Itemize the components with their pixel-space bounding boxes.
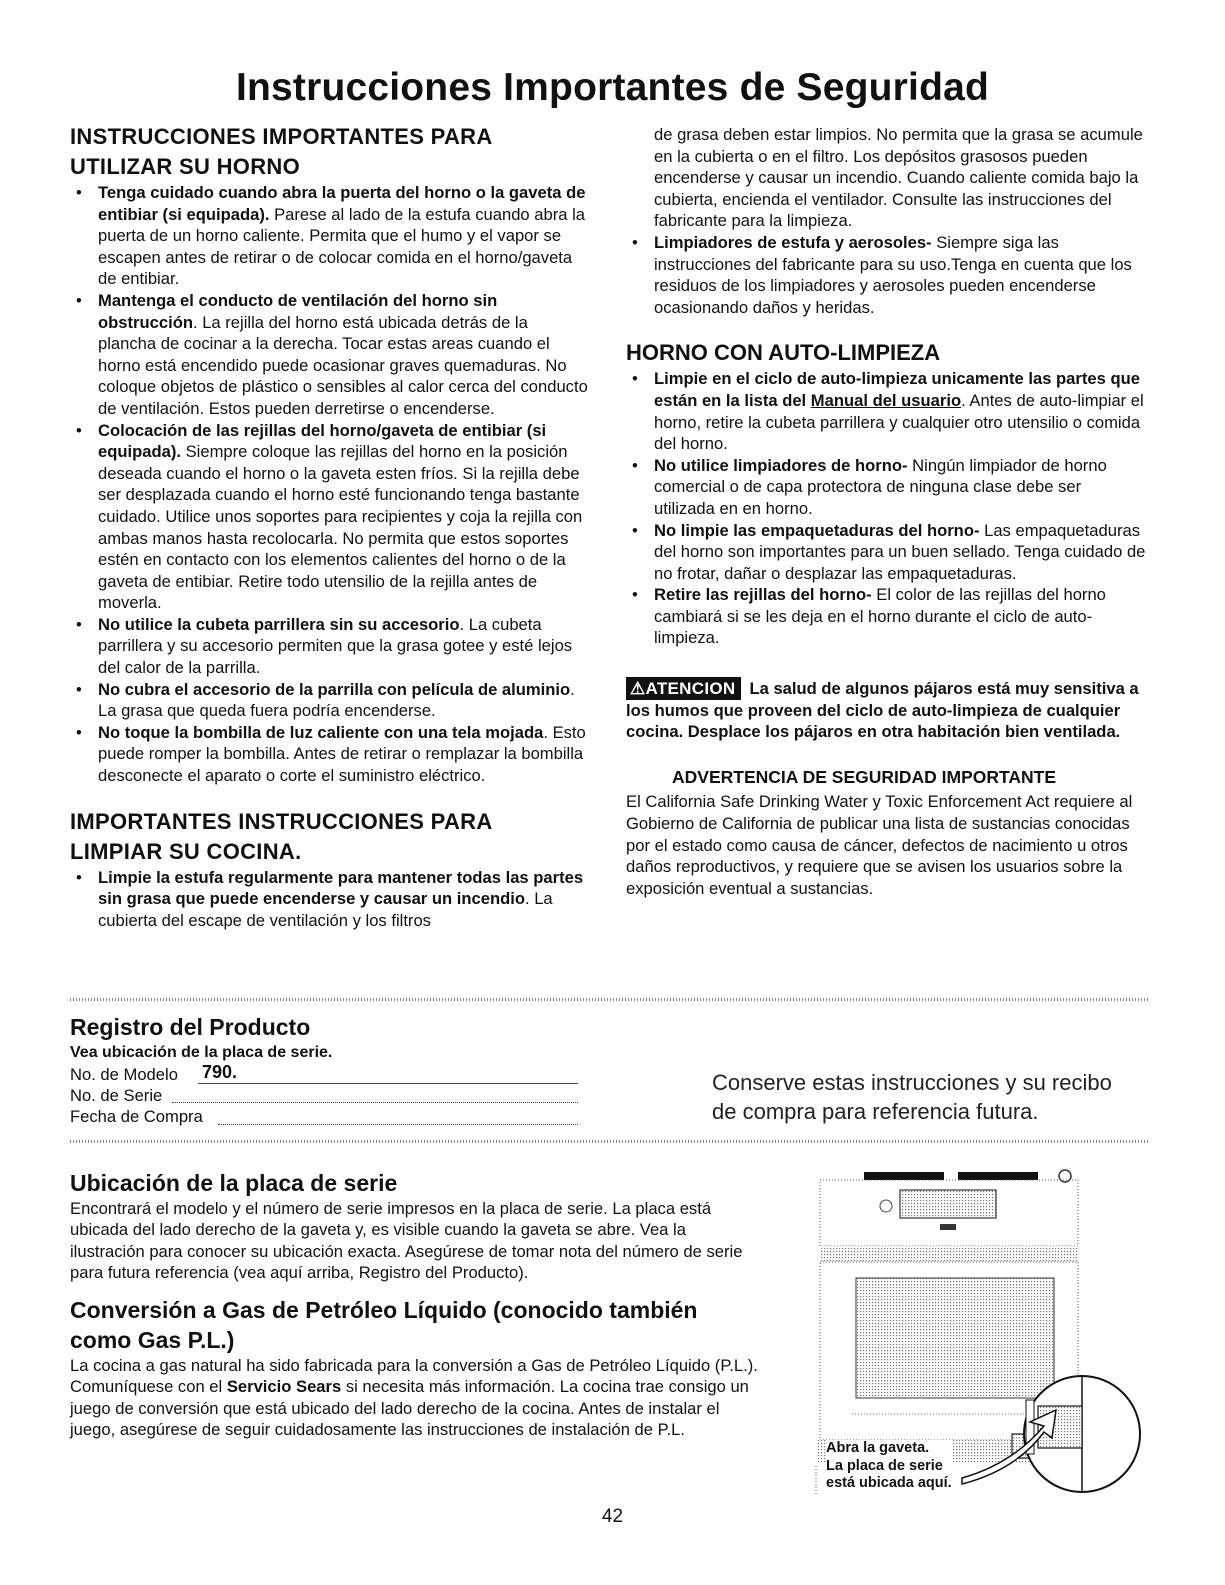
bullet-bold: Limpiadores de estufa y aerosoles- — [654, 232, 932, 252]
model-field-line[interactable] — [198, 1083, 578, 1084]
bullet-underline: Manual del usuario — [810, 390, 962, 410]
warning-heading: ADVERTENCIA DE SEGURIDAD IMPORTANTE — [672, 766, 1057, 787]
list-item — [70, 182, 590, 290]
registration-heading: Registro del Producto — [70, 1014, 311, 1040]
model-value: 790. — [202, 1062, 238, 1082]
list-item — [70, 614, 590, 679]
list-item — [70, 290, 590, 420]
page-number: 42 — [601, 1506, 624, 1527]
bullet-text: . La grasa que queda fuera podría encenderse. — [98, 679, 575, 721]
caption-line-3: está ubicada aquí. — [826, 1475, 952, 1491]
bullet-text: . Esto puede romper la bombilla. Antes de retirar o remplazar la bombilla desconecte el aparato o corte el suministro eléctrico. — [98, 722, 586, 786]
bullet-bold: No utilice limpiadores de horno- — [654, 455, 908, 475]
attention-badge — [626, 677, 741, 700]
bullet-bold: No utilice la cubeta parrillera sin su accesorio — [98, 614, 460, 634]
bullet-text: Siempre coloque las rejillas del horno en la posición deseada cuando el horno o la gaveta esten fríos. Si la rejilla debe ser desplazada cuando el horno esté funcionando tenga bastante cuidado. Utilice unos soportes para recipientes y coja la rejilla con ambas manos hasta recolocarla. No permita que estos soportes estén en contacto con los elementos calientes del horno o de la gaveta de entibiar. Retire todo utensilio de la rejilla antes de moverla. — [98, 442, 583, 613]
bullet-bold: No cubra el accesorio de la parrilla con película de aluminio — [98, 679, 571, 699]
bullet-bold: No toque la bombilla de luz caliente con una tela mojada — [98, 722, 544, 742]
conversion-text — [70, 1355, 760, 1440]
bullet-text: Las empaquetaduras del horno son importantes para un buen sellado. Tenga cuidado de no frotar, dañar o desplazar las empaquetaduras. — [654, 520, 1146, 583]
section-divider — [70, 1140, 1150, 1143]
model-label: No. de Modelo — [70, 1065, 178, 1084]
registration-sub: Vea ubicación de la placa de serie. — [70, 1044, 333, 1061]
range-illustration — [812, 1164, 1148, 1500]
caption-line-1: Abra la gaveta. — [826, 1440, 930, 1456]
bullet-text: . La cubeta parrillera y su accesorio permiten que la grasa gotee y esté lejos del calor de la parrilla. — [98, 614, 573, 678]
bullet-text: . La cubierta del escape de ventilación y los filtros — [98, 889, 553, 930]
page-title: Instrucciones Importantes de Seguridad — [235, 66, 990, 109]
list-item — [70, 420, 590, 614]
registration-fields — [70, 1064, 590, 1128]
bullet-bold: No limpie las empaquetaduras del horno- — [654, 520, 980, 540]
serial-plate-heading: Ubicación de la placa de serie — [70, 1170, 398, 1196]
date-field-line[interactable] — [218, 1124, 578, 1125]
warning-text: El California Safe Drinking Water y Toxic Enforcement Act requiere al Gobierno de California de publicar una lista de sustancias conocidas por el estado como causa de cáncer, defectos de nacimiento u otros daños reproductivos, y requiere que se avisen los usuarios sobre la exposición eventual a sustancias. — [626, 792, 1133, 898]
conversion-heading: Conversión a Gas de Petróleo Líquido (conocido también como Gas P.L.) — [70, 1297, 698, 1354]
caption-line-2: La placa de serie — [826, 1457, 943, 1474]
bullet-bold: Mantenga el conducto de ventilación del horno sin obstrucción — [98, 290, 498, 332]
self-clean-list — [626, 368, 1146, 649]
conversion-text-a: La cocina a gas natural ha sido fabricada para la conversión a Gas de Petróleo Líquido (P.L.). Comuníquese con el — [70, 1356, 758, 1397]
list-item — [626, 232, 1146, 318]
right-column — [626, 124, 1146, 899]
bullet-bold: Tenga cuidado cuando abra la puerta del horno o la gaveta de entibiar (si equipada). — [98, 183, 586, 224]
attention-label: ATENCION — [645, 679, 736, 699]
left-bullet-list — [70, 182, 590, 787]
clean-bullet-list — [70, 867, 590, 932]
bullet-text: . La rejilla del horno está ubicada detrás de la plancha de cocinar a la derecha. Tocar estas areas cuando el horno está encendido puede ocasionar graves quemaduras. No coloque objetos de plástico o sensibles al calor cerca del conducto de ventilación. Estos pueden derretirse o encenderse. — [98, 312, 588, 418]
serial-field-line[interactable] — [172, 1102, 578, 1103]
list-item — [70, 679, 590, 722]
list-item — [70, 867, 590, 932]
serial-plate-text: Encontrará el modelo y el número de serie impresos en la placa de serie. La placa está ubicada del lado derecho de la gaveta y, es visible cuando la gaveta se abre. Vea la ilustración para conocer su ubicación exacta. Asegúrese de tomar nota del número de serie para futura referencia (vea aquí arriba, Registro del Producto). — [70, 1199, 743, 1282]
heading-self-clean: HORNO CON AUTO-LIMPIEZA — [626, 340, 941, 366]
bullet-bold: Colocación de las rejillas del horno/gaveta de entibiar (si equipada). — [98, 420, 547, 462]
list-item — [626, 455, 1146, 520]
warning-triangle-icon: ⚠ — [630, 679, 646, 699]
cleaners-list — [626, 232, 1146, 318]
date-label: Fecha de Compra — [70, 1107, 203, 1126]
conversion-text-b: si necesita más información. La cocina trae consigo un juego de conversión que está ubicado del lado derecho de la cocina. Antes de instalar el juego, asegúrese de seguir cuidadosamente las instrucciones de instalación de P.L. — [70, 1377, 749, 1440]
heading-clean-stove: IMPORTANTES INSTRUCCIONES PARA LIMPIAR SU COCINA. — [70, 808, 492, 864]
attention-text: La salud de algunos pájaros está muy sensitiva a los humos que proveen del ciclo de auto-limpieza de cualquier cocina. Desplace los pájaros en otra habitación bien ventilada. — [626, 679, 1139, 742]
product-registration — [70, 1012, 590, 1128]
bullet-text: Siempre siga las instrucciones del fabricante para su uso.Tenga en cuenta que los residuos de los limpiadores y aerosoles pueden encenderse ocasionando daños y heridas. — [654, 232, 1132, 317]
heading-use-oven: INSTRUCCIONES IMPORTANTES PARA UTILIZAR SU HORNO — [70, 124, 492, 179]
bullet-bold: Limpie la estufa regularmente para mantener todas las partes sin grasa que puede encenderse y causar un incendio — [98, 867, 584, 909]
attention-block — [626, 677, 1146, 743]
bullet-text: Ningún limpiador de horno comercial o de capa protectora de ninguna clase debe ser utilizada en en horno. — [654, 455, 1107, 518]
serial-label: No. de Serie — [70, 1086, 163, 1105]
bullet-bold: Limpie en el ciclo de auto-limpieza unicamente las partes que están en la lista del — [654, 369, 1140, 410]
serial-plate-section — [70, 1168, 760, 1440]
illustration-caption — [826, 1440, 952, 1493]
bullet-text: Parese al lado de la estufa cuando abra la puerta de un horno caliente. Permita que el humo y el vapor se escapen antes de retirar o de colocar comida en el horno/gaveta de entibiar. — [98, 204, 585, 289]
list-item — [70, 722, 590, 787]
sears-service: Servicio Sears — [226, 1377, 342, 1397]
continued-text: de grasa deben estar limpios. No permita que la grasa se acumule en la cubierta o en el filtro. Los depósitos grasosos pueden encenderse y causar un incendio. Cuando caliente comida bajo la cubierta, encienda el ventilador. Consulte las instrucciones del fabricante para la limpieza. — [654, 125, 1143, 231]
bullet-bold: Retire las rejillas del horno- — [654, 585, 872, 605]
list-item — [626, 584, 1146, 649]
left-column — [70, 122, 590, 931]
list-item — [626, 368, 1146, 454]
bullet-text: El color de las rejillas del horno cambiará si se les deja en el horno durante el ciclo de auto-limpieza. — [654, 585, 1106, 648]
bullet-text: . Antes de auto-limpiar el horno, retire la cubeta parrillera y cualquier otro utensilio o comida del horno. — [654, 390, 1144, 454]
keep-note: Conserve estas instrucciones y su recibo de compra para referencia futura. — [712, 1070, 1112, 1124]
section-divider — [70, 998, 1150, 1001]
list-item — [626, 520, 1146, 585]
